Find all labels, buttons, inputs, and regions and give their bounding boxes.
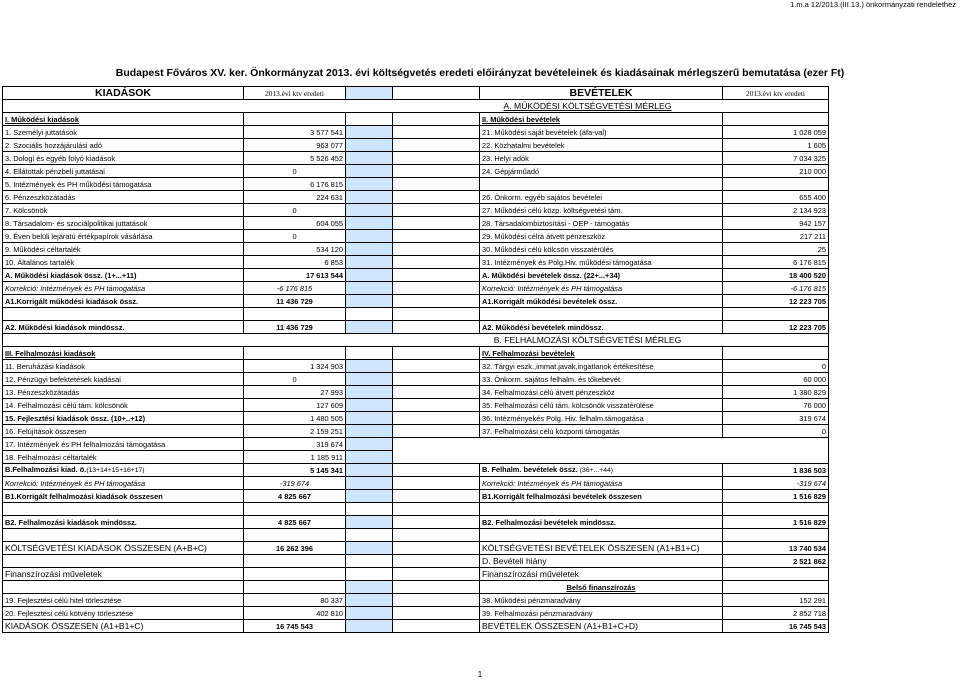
- table-row: [3, 607, 829, 620]
- table-row: [3, 438, 829, 451]
- row-value-left: 963 077: [244, 139, 346, 152]
- table-row: [3, 412, 829, 425]
- row-label-right: B2. Felhalmozási bevételek mindössz.: [480, 516, 723, 529]
- row-value-right: 25: [723, 243, 829, 256]
- table-row: [3, 282, 829, 295]
- table-row: [3, 191, 829, 204]
- row-value-right: 60 000: [723, 373, 829, 386]
- table-row: [3, 620, 829, 633]
- spacer-row: [3, 529, 829, 542]
- row-value-right: 12 223 705: [723, 321, 829, 334]
- row-label-left: 5. Intézmények és PH működési támogatása: [3, 178, 244, 191]
- row-label-right: 28. Társadalombiztosítási - OEP - támogatás: [480, 217, 723, 230]
- table-row: [3, 165, 829, 178]
- row-label-right: 21. Működési saját bevételek (áfa-val): [480, 126, 723, 139]
- row-label-right: II. Működési bevételek: [480, 113, 723, 126]
- row-label-left: B.Felhalmozási kiad. ö.: [5, 465, 87, 474]
- row-label-left: 19. Fejlesztési célú hitel törlesztése: [3, 594, 244, 607]
- section-a-title: A. MŰKÖDÉSI KÖLTSÉGVETÉSI MÉRLEG: [503, 100, 672, 111]
- row-value-right: 1 028 059: [723, 126, 829, 139]
- row-value-right: 13 740 534: [723, 542, 829, 555]
- row-label-right-sub: (36+...+44): [579, 467, 614, 474]
- row-value-right: 0: [723, 425, 829, 438]
- row-value-right: 942 157: [723, 217, 829, 230]
- row-label-right: B. Felhalm. bevételek össz.: [482, 465, 578, 474]
- row-value-right: -6 176 815: [723, 282, 829, 295]
- table-row: [3, 581, 829, 594]
- row-label-left-sub: (13+14+15+16+17): [86, 467, 145, 474]
- row-label-right-cell: [480, 464, 723, 477]
- header-row: [3, 87, 829, 100]
- row-label-left: B1.Korrigált felhalmozási kiadások összesen: [3, 490, 244, 503]
- row-value-left: 16 262 396: [244, 542, 346, 555]
- row-value-right: 1 516 829: [723, 490, 829, 503]
- table-row: [3, 477, 829, 490]
- row-label-right: 36. Intézményekés Polg. Hiv. felhalm.támogatása: [480, 412, 723, 425]
- row-value-left: 319 674: [244, 438, 346, 451]
- row-value-right: 1 380 829: [723, 386, 829, 399]
- header-bevetelek: BEVÉTELEK: [480, 87, 723, 100]
- row-label-right: 29. Működési célra átvett pénzeszköz: [480, 230, 723, 243]
- row-value-left: 2 159 251: [244, 425, 346, 438]
- table-row: [3, 269, 829, 282]
- row-value-left: -319 674: [244, 477, 346, 490]
- row-value-left: 17 613 544: [244, 269, 346, 282]
- row-label-right: 23. Helyi adók: [480, 152, 723, 165]
- row-value-right: 2 852 718: [723, 607, 829, 620]
- row-label-right: BEVÉTELEK ÖSSZESEN (A1+B1+C+D): [480, 620, 723, 633]
- row-label-left: 20. Fejlesztési célú kötvény törlesztése: [3, 607, 244, 620]
- row-value-right: 1 516 829: [723, 516, 829, 529]
- row-label-left: 10. Általános tartalék: [3, 256, 244, 269]
- row-label-left-cell: [3, 464, 244, 477]
- row-label-left: 11. Beruházási kiadások: [3, 360, 244, 373]
- row-value-left: 5 145 341: [244, 464, 346, 477]
- row-label-left: KÖLTSÉGVETÉSI KIADÁSOK ÖSSZESEN (A+B+C): [3, 542, 244, 555]
- row-value-left: 1 185 911: [244, 451, 346, 464]
- row-label-right: Finanszírozási műveletek: [480, 568, 723, 581]
- row-label-right: Korrekció: Intézmények és PH támogatása: [480, 282, 723, 295]
- row-value-left: 27 993: [244, 386, 346, 399]
- row-value-right: 319 674: [723, 412, 829, 425]
- row-label-left: 1. Személyi juttatások: [3, 126, 244, 139]
- table-row: [3, 568, 829, 581]
- row-value-left: 4 825 667: [244, 490, 346, 503]
- row-label-right: 22. Közhatalmi bevételek: [480, 139, 723, 152]
- row-value-left: 16 745 543: [244, 620, 346, 633]
- header-ktv-left: 2013.évi ktv eredeti: [244, 87, 346, 100]
- row-label-left: Korrekció: Intézmények és PH támogatása: [3, 282, 244, 295]
- row-value-left: 0: [244, 165, 346, 178]
- row-value-left: 11 436 729: [244, 321, 346, 334]
- table-row: [3, 243, 829, 256]
- spacer-row: [3, 503, 829, 516]
- table-row: [3, 464, 829, 477]
- row-value-left: 11 436 729: [244, 295, 346, 308]
- row-value-left: 5 526 452: [244, 152, 346, 165]
- row-value-right: 6 176 815: [723, 256, 829, 269]
- row-value-left: 1 480 505: [244, 412, 346, 425]
- section-row: [3, 100, 829, 113]
- row-value-right: 2 134 923: [723, 204, 829, 217]
- table-row: [3, 217, 829, 230]
- row-value-left: 402 810: [244, 607, 346, 620]
- table-row: [3, 555, 829, 568]
- row-label-left: III. Felhalmozási kiadások: [3, 347, 244, 360]
- row-label-right: B1.Korrigált felhalmozási bevételek összesen: [480, 490, 723, 503]
- row-label-right: IV. Felhalmozási bevételek: [480, 347, 723, 360]
- row-value-right: 217 211: [723, 230, 829, 243]
- row-label-left: 9. Éven belüli lejáratú értékpapírok vásárlása: [3, 230, 244, 243]
- section-b-title: B. FELHALMOZÁSI KÖLTSÉGVETÉSI MÉRLEG: [493, 334, 682, 345]
- row-value-right: -319 674: [723, 477, 829, 490]
- row-label-right: 24. Gépjárműadó: [480, 165, 723, 178]
- table-row: [3, 451, 829, 464]
- row-label-left: 7. Kölcsönök: [3, 204, 244, 217]
- page-number: 1: [477, 670, 483, 679]
- row-value-left: 4 825 667: [244, 516, 346, 529]
- row-value-left: 80 337: [244, 594, 346, 607]
- table-row: [3, 321, 829, 334]
- row-label-right: A. Működési bevételek össz. (22+...+34): [480, 269, 723, 282]
- table-row: [3, 204, 829, 217]
- row-label-left: 6. Pénzeszközátadás: [3, 191, 244, 204]
- row-label-right: A2. Működési bevételek mindössz.: [480, 321, 723, 334]
- row-label-left: 17. Intézmények és PH felhalmozási támogatása: [3, 438, 244, 451]
- table-row: [3, 230, 829, 243]
- row-label-left: Korrekció: Intézmények és PH támogatása: [3, 477, 244, 490]
- row-value-right: 12 223 705: [723, 295, 829, 308]
- row-label-right: 31. Intézmények és Polg.Hiv. működési támogatása: [480, 256, 723, 269]
- row-label-right: Korrekció: Intézmények és PH támogatása: [480, 477, 723, 490]
- row-label-right: 33. Önkorm. sajátos felhalm. és tőkebevét.: [480, 373, 723, 386]
- row-label-right: 34. Felhalmozási célú átvett pénzeszköz: [480, 386, 723, 399]
- row-label-right: 38. Működési pénzmaradvány: [480, 594, 723, 607]
- table-row: [3, 113, 829, 126]
- table-row: [3, 360, 829, 373]
- table-row: [3, 126, 829, 139]
- table-row: [3, 152, 829, 165]
- budget-balance-table: [2, 86, 829, 633]
- table-row: [3, 490, 829, 503]
- table-row: [3, 542, 829, 555]
- table-row: [3, 347, 829, 360]
- spacer-row: [3, 308, 829, 321]
- row-label-left: A2. Működési kiadások mindössz.: [3, 321, 244, 334]
- row-label-right: Belső finanszírozás: [480, 581, 723, 594]
- row-label-left: 15. Fejlesztési kiadások össz. (10+..+12): [3, 412, 244, 425]
- row-label-right: 26. Önkorm. egyéb sajátos bevételei: [480, 191, 723, 204]
- row-value-left: 1 324 903: [244, 360, 346, 373]
- row-value-right: 0: [723, 360, 829, 373]
- row-label-right: 39. Felhalmozási pénzmaradvány: [480, 607, 723, 620]
- row-value-left: 0: [244, 373, 346, 386]
- row-value-left: 604 055: [244, 217, 346, 230]
- table-row: [3, 516, 829, 529]
- row-label-left: A. Működési kiadások össz. (1+...+11): [3, 269, 244, 282]
- table-row: [3, 594, 829, 607]
- row-label-left: 8. Társadalom- és szociálpolitikai juttatások: [3, 217, 244, 230]
- row-label-left: I. Működési kiadások: [3, 113, 244, 126]
- row-value-right: 1 605: [723, 139, 829, 152]
- row-label-right: 30. Működési célú kölcsön visszatérülés: [480, 243, 723, 256]
- table-row: [3, 386, 829, 399]
- row-label-left: 9. Működési céltartalék: [3, 243, 244, 256]
- row-value-left: 6 853: [244, 256, 346, 269]
- row-value-left: 224 631: [244, 191, 346, 204]
- row-label-left: 18. Felhalmozási céltartalék: [3, 451, 244, 464]
- row-value-left: 0: [244, 230, 346, 243]
- row-label-left: 14. Felhalmozási célú tám. kölcsönök: [3, 399, 244, 412]
- table-row: [3, 139, 829, 152]
- table-row: [3, 399, 829, 412]
- header-kiadasok: KIADÁSOK: [3, 87, 244, 100]
- table-row: [3, 295, 829, 308]
- row-label-left: B2. Felhalmozási kiadások mindössz.: [3, 516, 244, 529]
- row-label-right: 32. Tárgyi eszk.,immat.javak,ingatlanok értékesítése: [480, 360, 723, 373]
- row-value-right: 2 521 862: [723, 555, 829, 568]
- row-label-left: 16. Felújítások összesen: [3, 425, 244, 438]
- row-value-left: 3 577 541: [244, 126, 346, 139]
- header-ktv-right: 2013.évi ktv eredeti: [723, 87, 829, 100]
- row-value-right: 16 745 543: [723, 620, 829, 633]
- row-value-left: -6 176 815: [244, 282, 346, 295]
- row-label-right: 35. Felhalmozási célú tám. kölcsönök visszatérülése: [480, 399, 723, 412]
- document-title: Budapest Főváros XV. ker. Önkormányzat 2013. évi költségvetés eredeti előirányzat bevételeinek és kiadásainak mérlegszerű bemutatása (ezer Ft): [115, 67, 845, 79]
- row-value-right: 18 400 520: [723, 269, 829, 282]
- row-label-right: 27. Működési célú közp. költségvetési tám.: [480, 204, 723, 217]
- row-value-right: 7 034 325: [723, 152, 829, 165]
- row-value-right: 76 000: [723, 399, 829, 412]
- row-label-left: Finanszírozási műveletek: [3, 568, 244, 581]
- row-value-left: 6 176 815: [244, 178, 346, 191]
- row-value-left: 0: [244, 204, 346, 217]
- row-label-left: 2. Szociális hozzájárulási adó: [3, 139, 244, 152]
- regulation-note: 1.m.a 12/2013.(III.13.) önkormányzati rendelethez: [790, 0, 956, 9]
- table-row: [3, 178, 829, 191]
- row-label-right: D. Bevételi hiány: [480, 555, 723, 568]
- row-label-right: 37. Felhalmozási célú központi támogatás: [480, 425, 723, 438]
- row-value-right: 210 000: [723, 165, 829, 178]
- row-label-left: 4. Ellátottak pénzbeli juttatásai: [3, 165, 244, 178]
- row-label-left: 13. Pénzeszközátadás: [3, 386, 244, 399]
- row-label-left: KIADÁSOK ÖSSZESEN (A1+B1+C): [3, 620, 244, 633]
- row-value-right: 152 291: [723, 594, 829, 607]
- row-label-left: 12. Pénzügyi befektetések kiadásai: [3, 373, 244, 386]
- row-label-right: A1.Korrigált működési bevételek össz.: [480, 295, 723, 308]
- row-label-right: KÖLTSÉGVETÉSI BEVÉTELEK ÖSSZESEN (A1+B1+C): [480, 542, 723, 555]
- row-value-right: 655 400: [723, 191, 829, 204]
- row-label-left: A1.Korrigált működési kiadások össz.: [3, 295, 244, 308]
- row-label-left: 3. Dologi és egyéb folyó kiadások: [3, 152, 244, 165]
- row-value-right: 1 836 503: [723, 464, 829, 477]
- row-value-left: 534 120: [244, 243, 346, 256]
- row-value-left: 127 609: [244, 399, 346, 412]
- section-row: [3, 334, 829, 347]
- table-row: [3, 256, 829, 269]
- table-row: [3, 373, 829, 386]
- table-row: [3, 425, 829, 438]
